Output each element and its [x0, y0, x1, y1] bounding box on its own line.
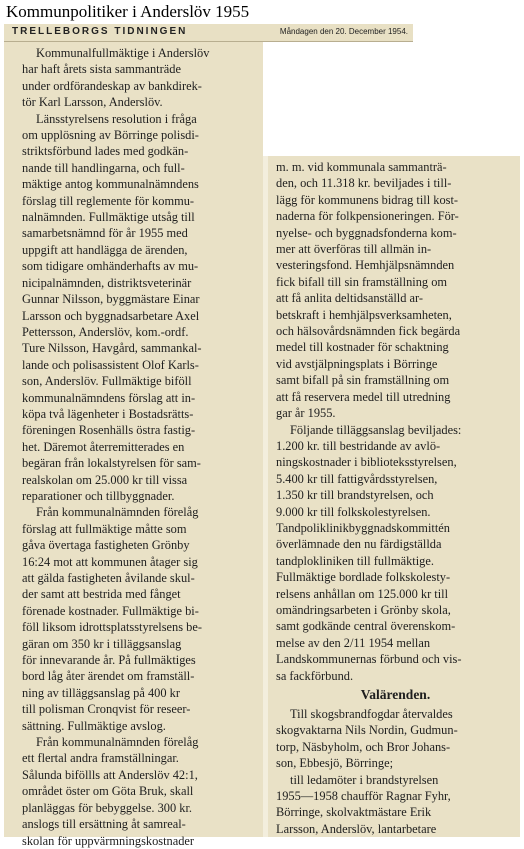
article-text-line: Från kommunalnämnden förelåg — [36, 505, 199, 520]
article-text-line: sa fackförbund. — [276, 668, 354, 683]
article-text-line: Ture Nilsson, Havgård, sammankal- — [22, 341, 202, 356]
article-text-line: den, och 11.318 kr. beviljades i till- — [276, 176, 452, 191]
article-text-line: 1955—1958 chaufför Ragnar Fyhr, — [276, 789, 451, 804]
article-text-line: melse av den 2/11 1954 mellan — [276, 635, 431, 650]
article-text-line: Från kommunalnämnden förelåg — [36, 735, 199, 750]
article-text-line: Länsstyrelsens resolution i fråga — [36, 111, 197, 126]
article-text-line: anslogs till ersättning åt samreal- — [22, 817, 186, 832]
article-text-line: m. m. vid kommunala sammanträ- — [276, 160, 447, 174]
article-text-line: Gunnar Nilsson, byggmästare Einar — [22, 292, 200, 307]
article-text-line: till ledamöter i brandstyrelsen — [290, 772, 439, 787]
article-text-line: gäran om 350 kr i tilläggsanslag — [22, 636, 182, 651]
article-text-line: 16:24 mot att kommunen åtager sig — [22, 554, 198, 569]
article-text-line: nicipalnämnden, distriktsveterinär — [22, 275, 192, 290]
article-text-line: 5.400 kr till fattigvårdsstyrelsen, — [276, 471, 438, 486]
article-text-line: 1.350 kr till brandstyrelsen, och — [276, 488, 434, 503]
article-text-line: reparationer och tillbyggnader. — [22, 488, 175, 503]
article-text-line: till polisman Cronqvist för reseer- — [22, 702, 191, 717]
article-text-line: som tidigare omhänderhafts av mu- — [22, 259, 199, 274]
article-text-line: torp, Näsbyholm, och Bror Johans- — [276, 739, 451, 754]
article-text-line: mer att överföras till allmän in- — [276, 242, 432, 257]
article-text-line: bord låg åter ärendet om framställ- — [22, 669, 195, 684]
article-text-line: ningskostnader i biblioteksstyrelsen, — [276, 455, 457, 470]
article-text-line: skolan för uppvärmningskostnader — [22, 833, 195, 848]
article-text-line: samt bifall på sin framställning om — [276, 373, 450, 388]
article-text-line: föreningen Rosenhälls östra fastig- — [22, 423, 196, 438]
article-text-line: Landskommunernas förbund och vis- — [276, 652, 462, 667]
article-text-line: Sålunda biföllls att Anderslöv 42:1, — [22, 767, 198, 782]
article-text-line: Kommunalfullmäktige i Anderslöv — [36, 46, 210, 60]
article-text-line: Följande tilläggsanslag beviljades: — [290, 422, 462, 437]
article-text-line: Börringe, skolvaktmästare Erik — [276, 805, 432, 820]
article-column-1 — [4, 42, 263, 848]
article-text-line: vid avstjälpningsplats i Börringe — [276, 356, 438, 371]
article-text-line: realskolan om 25.000 kr till vissa — [22, 472, 188, 487]
article-text-line: mäktige antog kommunalnämndens — [22, 177, 199, 192]
article-text-line: gar år 1955. — [276, 406, 336, 421]
article-text-line: ett flertal andra framställningar. — [22, 751, 179, 766]
article-text-line: vesteringsfond. Hemhjälpsnämnden — [276, 258, 455, 273]
article-text-line: sättning. Fullmäktige avslog. — [22, 718, 166, 733]
article-text-line: Pettersson, Anderslöv, kom.-ordf. — [22, 324, 189, 339]
article-text-line: föll liksom idrottsplatsstyrelsens be- — [22, 620, 202, 635]
article-text-line: son, Anderslöv. Fullmäktige biföll — [22, 374, 192, 389]
article-text-line: der samt att bestrida med fånget — [22, 587, 181, 602]
article-text-line: tör Karl Larsson, Anderslöv. — [22, 95, 163, 110]
article-text-line: Tandpoliklinikbyggnadskommittén — [276, 520, 450, 535]
article-text-line: son, Ebbesjö, Börringe; — [276, 756, 394, 771]
article-text-line: att få reservera medel till utredning — [276, 389, 451, 404]
article-text-line: omändringsarbeten i Grönby skola, — [276, 602, 451, 617]
article-text-line: förslag till reglemente för kommu- — [22, 193, 195, 208]
article-text-line: skogvaktarna Nils Nordin, Gudmun- — [276, 723, 458, 738]
article-text-line: tandplokliniken till fullmäktige. — [276, 553, 434, 568]
article-text-line: ning av tilläggsanslag på 400 kr — [22, 685, 180, 700]
article-text-line: fick bifall till sin framställning om — [276, 274, 448, 289]
article-text-line: striktsförbund lades med godkän- — [22, 144, 189, 159]
article-text-line: Till skogsbrandfogdar återvaldes — [290, 707, 453, 721]
article-text-line: lägg för kommunens bidrag till kost- — [276, 192, 459, 207]
article-text-line: 9.000 kr till folkskolestyrelsen. — [276, 504, 431, 519]
article-text-line: betskraft i hemhjälpsverksamheten, — [276, 307, 452, 322]
article-text-line: under ordförandeskap av bankdirek- — [22, 78, 202, 93]
article-text-line: planläggas för bebyggelse. 300 kr. — [22, 800, 192, 815]
article-text-line: samt godkände central överenskom- — [276, 619, 456, 634]
section-heading: Valärenden. — [360, 687, 431, 702]
article-column-2 — [268, 156, 520, 837]
article-text-line: har haft årets sista sammanträde — [22, 62, 181, 77]
article-text-line: relsens anhållan om 125.000 kr till — [276, 586, 449, 601]
article-text-line: om upplösning av Börringe polisdi- — [22, 128, 199, 143]
article-text-line: begäran från lokalstyrelsen för sam- — [22, 456, 201, 471]
issue-date: Måndagen den 20. December 1954. — [279, 27, 408, 36]
article-text-line: kommunalnämndens förslag att in- — [22, 390, 196, 405]
newspaper-name: TRELLEBORGS TIDNINGEN — [12, 26, 188, 37]
article-text-line: lande och polisassistent Olof Karls- — [22, 357, 199, 372]
article-text-line: Larsson, Anderslöv, lantarbetare — [276, 821, 437, 836]
article-text-line: uppgift att handlägga de ärenden, — [22, 242, 188, 257]
article-text-line: området öster om Göta Bruk, skall — [22, 784, 194, 799]
article-text-line: Larsson och byggnadsarbetare Axel — [22, 308, 200, 323]
page-title: Kommunpolitiker i Anderslöv 1955 — [6, 2, 250, 21]
article-text-line: överlämnade den nu färdigställda — [276, 537, 442, 552]
article-text-line: samarbetsnämnd för år 1955 med — [22, 226, 188, 241]
article-text-line: gåva övertaga fastigheten Grönby — [22, 538, 190, 553]
article-text-line: het. Däremot återremitterades en — [22, 439, 185, 454]
article-text-line: förenade kostnader. Fullmäktige bi- — [22, 603, 199, 618]
article-text-line: nande till handlingarna, och full- — [22, 160, 185, 175]
article-text-line: 1.200 kr. till bestridande av avlö- — [276, 438, 441, 453]
article-text-line: Fullmäktige bordlade folkskolesty- — [276, 570, 451, 585]
article-text-line: medel till kostnader för schaktning — [276, 340, 449, 355]
article-text-line: för innevarande år. På fullmäktiges — [22, 653, 196, 668]
article-text-line: och hälsovårdsnämnden fick begärda — [276, 324, 461, 339]
article-text-line: förslag att fullmäktige måtte som — [22, 521, 187, 536]
article-text-line: nalnämnden. Fullmäktige utsåg till — [22, 210, 195, 225]
article-text-line: naderna för folkpensioneringen. För- — [276, 209, 459, 224]
article-text-line: att få anlita deltidsanställd ar- — [276, 291, 424, 306]
article-text-line: köpa två lägenheter i Bostadsrätts- — [22, 406, 194, 421]
newspaper-masthead — [4, 24, 413, 42]
article-text-line: att gälda fastigheten åvilande skul- — [22, 571, 195, 585]
article-text-line: nyelse- och byggnadsfonderna kom- — [276, 225, 457, 240]
